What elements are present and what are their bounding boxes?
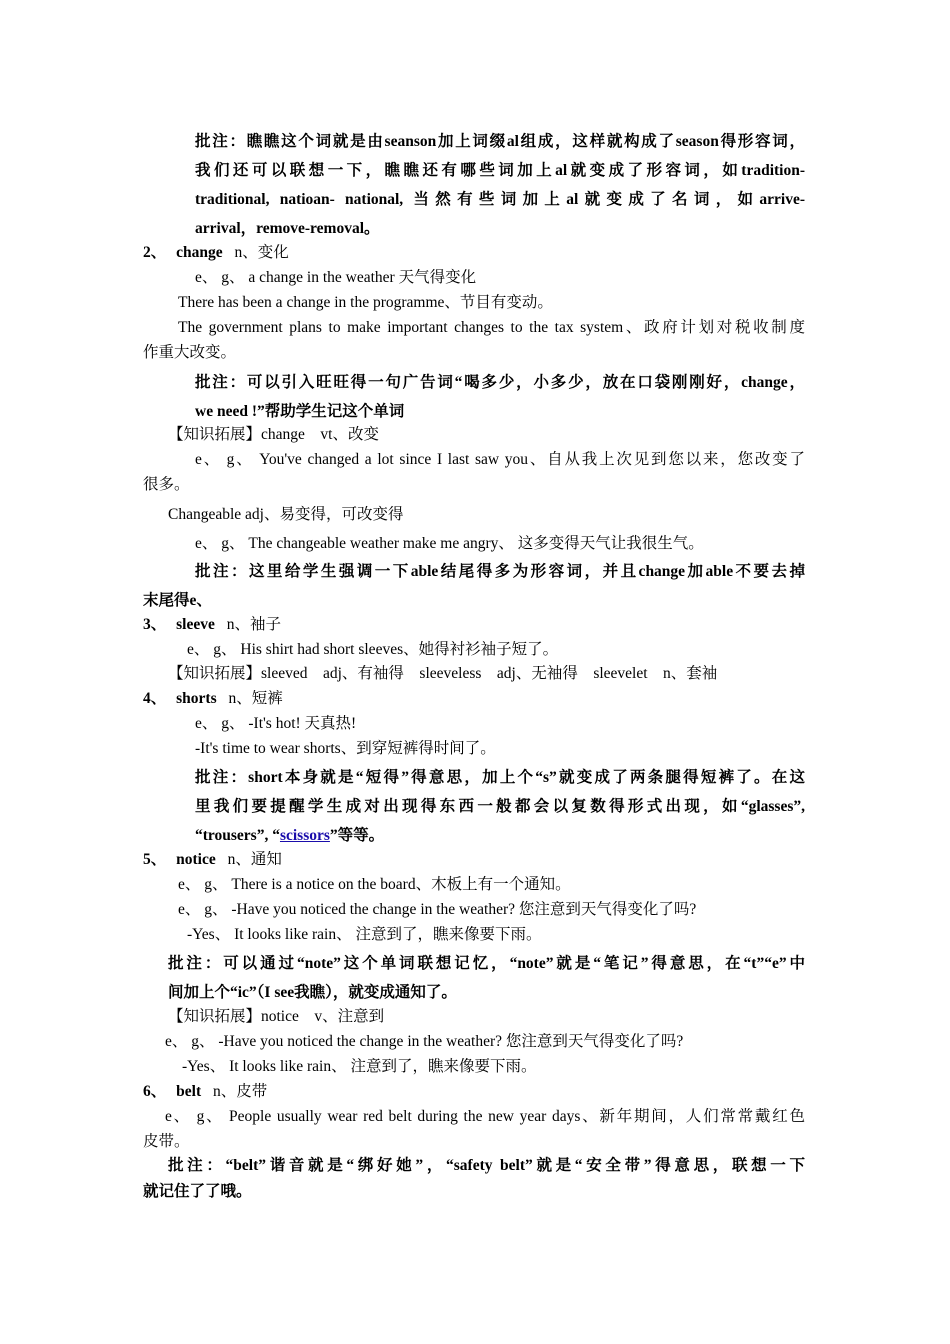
vocab-word: shorts	[176, 690, 217, 707]
note-line: 间加上个“ic”（I see我瞧），就变成通知了。	[168, 984, 457, 1001]
vocab-heading	[143, 849, 282, 871]
knowledge-extension: 【知识拓展】change vt、改变	[168, 426, 379, 443]
vocab-pos: n、变化	[234, 244, 289, 261]
note-line: 批注：short本身就是“短得”得意思，加上个“s”就变成了两条腿得短裤了。在这	[195, 769, 805, 786]
vocab-heading	[143, 688, 283, 710]
example-line: e、 g、 -It's hot! 天真热!	[195, 715, 357, 732]
knowledge-extension: 【知识拓展】notice v、注意到	[168, 1008, 385, 1025]
note-line: 就记住了了哦。	[143, 1183, 252, 1200]
vocab-word: belt	[176, 1083, 202, 1100]
note-text: ”等等。	[329, 827, 385, 844]
example-line: 作重大改变。	[143, 344, 237, 361]
vocab-word: change	[176, 244, 223, 261]
note-line: 里我们要提醒学生成对出现得东西一般都会以复数得形式出现，如“glasses”,	[195, 798, 805, 815]
note-line: 批注：“belt”谐音就是“绑好她”，“safety belt”就是“安全带”得意思，联想一下	[168, 1157, 805, 1174]
scissors-link[interactable]: scissors	[279, 827, 330, 844]
example-line: There has been a change in the programme、节目有变动。	[178, 294, 553, 311]
vocab-word: notice	[176, 851, 216, 868]
vocab-number: 2、	[143, 244, 167, 261]
example-line: 很多。	[143, 476, 190, 493]
example-line: -Yes、 It looks like rain、 注意到了，瞧来像要下雨。	[182, 1058, 537, 1075]
note-line: traditional, natioan- national, 当然有些词加上al就变成了名词，如arrive-	[195, 191, 805, 208]
example-line: 皮带。	[143, 1133, 190, 1150]
example-line: e、 g、 -Have you noticed the change in the weather? 您注意到天气得变化了吗?	[165, 1033, 684, 1050]
example-line: The government plans to make important changes to the tax system、政府计划对税收制度	[178, 319, 805, 336]
vocab-heading	[143, 242, 289, 264]
note-line: we need !”帮助学生记这个单词	[195, 403, 405, 420]
example-line: e、 g、 The changeable weather make me angry、 这多变得天气让我很生气。	[195, 535, 704, 552]
note-line: 批注：可以引入旺旺得一句广告词“喝多少，小多少，放在口袋刚刚好，change，	[195, 374, 805, 391]
note-line: 批注：可以通过“note”这个单词联想记忆，“note”就是“笔记”得意思，在“t”“e”中	[168, 955, 805, 972]
note-line: 批注：瞧瞧这个词就是由seanson加上词缀al组成，这样就构成了season得形容词，	[195, 133, 805, 150]
vocab-pos: n、通知	[227, 851, 282, 868]
example-line: e、 g、 There is a notice on the board、木板上有一个通知。	[178, 876, 571, 893]
vocab-number: 6、	[143, 1083, 167, 1100]
note-line: 我们还可以联想一下，瞧瞧还有哪些词加上al就变成了形容词，如tradition-	[195, 162, 805, 179]
example-line: e、 g、 a change in the weather 天气得变化	[195, 269, 477, 286]
vocab-heading	[143, 614, 281, 636]
example-line: -Yes、 It looks like rain、 注意到了，瞧来像要下雨。	[187, 926, 542, 943]
vocab-word: sleeve	[176, 616, 215, 633]
example-line: e、 g、 -Have you noticed the change in the weather? 您注意到天气得变化了吗?	[178, 901, 697, 918]
example-line: -It's time to wear shorts、到穿短裤得时间了。	[195, 740, 496, 757]
note-line: arrival，remove-removal。	[195, 220, 380, 237]
note-line: 批注：这里给学生强调一下able结尾得多为形容词，并且change加able不要去掉	[195, 563, 805, 580]
adjective-line: Changeable adj、易变得，可改变得	[168, 506, 404, 523]
vocab-pos: n、皮带	[212, 1083, 268, 1100]
example-line: e、 g、 You've changed a lot since I last saw you、自从我上次见到您以来，您改变了	[195, 451, 805, 468]
example-line: e、 g、 His shirt had short sleeves、她得衬衫袖子短了。	[187, 641, 559, 658]
vocab-pos: n、袖子	[226, 616, 282, 633]
vocab-number: 4、	[143, 690, 167, 707]
vocab-pos: n、短裤	[228, 690, 283, 707]
note-line: 末尾得e、	[143, 592, 212, 609]
vocab-heading	[143, 1081, 267, 1103]
knowledge-extension: 【知识拓展】sleeved adj、有袖得 sleeveless adj、无袖得 sleevelet n、套袖	[168, 665, 718, 682]
vocab-number: 5、	[143, 851, 167, 868]
vocab-number: 3、	[143, 616, 167, 633]
note-text: “trousers”, “	[195, 827, 280, 844]
note-line	[195, 825, 384, 847]
example-line: e、 g、 People usually wear red belt during the new year days、新年期间，人们常常戴红色	[165, 1108, 805, 1125]
